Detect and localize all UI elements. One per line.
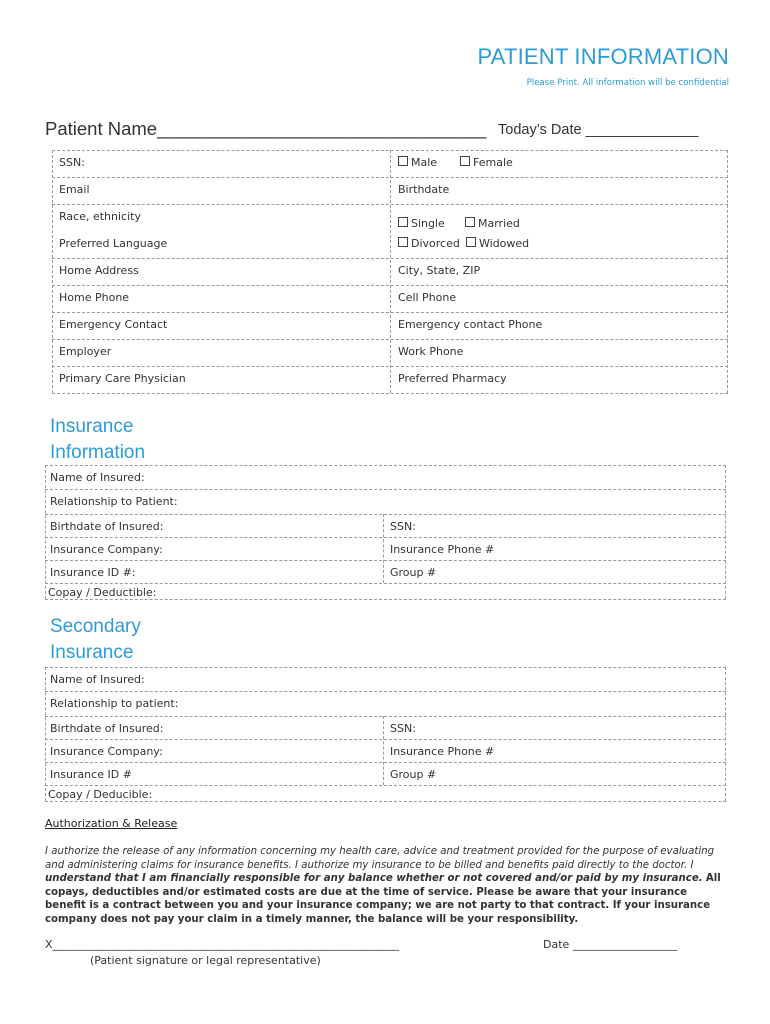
authorization-italic: I authorize the release of any information concerning my health care, advice and treatment provided for the purpose of evaluating and administering claims for insurance benefits. I authorize my insurance to be billed and benefits paid directly to the doctor. I bbox=[45, 846, 715, 871]
widowed-checkbox[interactable] bbox=[466, 237, 476, 247]
copay-deductible-field[interactable]: Copay / Deductible: bbox=[48, 586, 157, 599]
authorization-heading: Authorization & Release bbox=[45, 817, 178, 830]
secondary-section-title bbox=[50, 614, 141, 666]
patient-name-label bbox=[45, 118, 486, 140]
sex-male-option[interactable] bbox=[398, 156, 437, 169]
divorced-checkbox[interactable] bbox=[398, 237, 408, 247]
signature-caption: (Patient signature or legal representative) bbox=[90, 954, 321, 967]
signature-date-field[interactable]: Date ___________________ bbox=[543, 938, 678, 951]
group-number-field[interactable]: Group # bbox=[390, 566, 437, 579]
secondary-birthdate-field[interactable]: Birthdate of Insured: bbox=[50, 722, 164, 735]
secondary-name-of-insured-field[interactable]: Name of Insured: bbox=[50, 673, 145, 686]
married-checkbox[interactable] bbox=[465, 217, 475, 227]
marital-divorced-option[interactable] bbox=[398, 237, 460, 250]
insurance-title-line1: Insurance bbox=[50, 416, 134, 437]
insurance-id-field[interactable]: Insurance ID #: bbox=[50, 566, 136, 579]
female-label: Female bbox=[473, 156, 513, 169]
city-state-zip-field[interactable]: City, State, ZIP bbox=[398, 264, 481, 277]
employer-field[interactable]: Employer bbox=[59, 345, 112, 358]
marital-single-option[interactable] bbox=[398, 217, 445, 230]
authorization-text bbox=[45, 845, 725, 926]
insured-ssn-field[interactable]: SSN: bbox=[390, 520, 416, 533]
secondary-company-field[interactable]: Insurance Company: bbox=[50, 745, 163, 758]
name-of-insured-field[interactable]: Name of Insured: bbox=[50, 471, 145, 484]
home-phone-field[interactable]: Home Phone bbox=[59, 291, 130, 304]
male-label: Male bbox=[411, 156, 438, 169]
secondary-copay-field[interactable]: Copay / Deducible: bbox=[48, 788, 153, 801]
marital-widowed-option[interactable] bbox=[466, 237, 529, 250]
relationship-field[interactable]: Relationship to Patient: bbox=[50, 495, 178, 508]
todays-date-text: Today’s Date bbox=[498, 122, 582, 138]
sex-female-option[interactable] bbox=[460, 156, 513, 169]
todays-date-label bbox=[498, 122, 699, 138]
insurance-company-field[interactable]: Insurance Company: bbox=[50, 543, 163, 556]
secondary-group-field[interactable]: Group # bbox=[390, 768, 437, 781]
authorization-bold-italic: understand that I am financially responsible for any balance whether or not covered and/or paid by my insurance. bbox=[45, 873, 703, 884]
emergency-contact-field[interactable]: Emergency Contact bbox=[59, 318, 168, 331]
secondary-phone-field[interactable]: Insurance Phone # bbox=[390, 745, 495, 758]
widowed-label: Widowed bbox=[479, 237, 530, 250]
signature-line[interactable]: X_______________________________________________________________ bbox=[45, 938, 400, 951]
single-label: Single bbox=[411, 217, 445, 230]
divorced-label: Divorced bbox=[411, 237, 460, 250]
todays-date-field[interactable]: ______________ bbox=[585, 122, 699, 138]
marital-married-option[interactable] bbox=[465, 217, 520, 230]
insurance-table bbox=[45, 465, 726, 600]
home-address-field[interactable]: Home Address bbox=[59, 264, 139, 277]
cell-phone-field[interactable]: Cell Phone bbox=[398, 291, 457, 304]
insurance-phone-field[interactable]: Insurance Phone # bbox=[390, 543, 495, 556]
secondary-ssn-field[interactable]: SSN: bbox=[390, 722, 416, 735]
patient-name-field[interactable]: ________________________________ bbox=[157, 118, 487, 139]
married-label: Married bbox=[478, 217, 520, 230]
birthdate-field[interactable]: Birthdate bbox=[398, 183, 450, 196]
primary-care-physician-field[interactable]: Primary Care Physician bbox=[59, 372, 186, 385]
preferred-language-field[interactable]: Preferred Language bbox=[59, 237, 168, 250]
race-ethnicity-field[interactable]: Race, ethnicity bbox=[59, 210, 141, 223]
female-checkbox[interactable] bbox=[460, 156, 470, 166]
page-subtitle: Please Print. All information will be confidential bbox=[526, 78, 729, 88]
secondary-insurance-table bbox=[45, 667, 726, 802]
secondary-title-line2: Insurance bbox=[50, 642, 134, 663]
email-field[interactable]: Email bbox=[59, 183, 90, 196]
secondary-relationship-field[interactable]: Relationship to patient: bbox=[50, 697, 179, 710]
ssn-field[interactable]: SSN: bbox=[59, 156, 85, 169]
insurance-section-title bbox=[50, 414, 145, 466]
insured-birthdate-field[interactable]: Birthdate of Insured: bbox=[50, 520, 164, 533]
authorization-bold: All copays, deductibles and/or estimated costs are due at the time of service. Please be aware that your insurance benefit is a contract between you and your insurance company; we are not party to that contract. If your insurance company does not pay your claim in a timely manner, the balance will be your responsibility. bbox=[45, 873, 721, 925]
single-checkbox[interactable] bbox=[398, 217, 408, 227]
emergency-phone-field[interactable]: Emergency contact Phone bbox=[398, 318, 543, 331]
secondary-title-line1: Secondary bbox=[50, 616, 141, 637]
page-title: PATIENT INFORMATION bbox=[477, 44, 729, 69]
work-phone-field[interactable]: Work Phone bbox=[398, 345, 464, 358]
insurance-title-line2: Information bbox=[50, 442, 146, 463]
male-checkbox[interactable] bbox=[398, 156, 408, 166]
patient-name-text: Patient Name bbox=[45, 118, 158, 139]
secondary-id-field[interactable]: Insurance ID # bbox=[50, 768, 132, 781]
preferred-pharmacy-field[interactable]: Preferred Pharmacy bbox=[398, 372, 507, 385]
patient-table bbox=[52, 150, 728, 400]
